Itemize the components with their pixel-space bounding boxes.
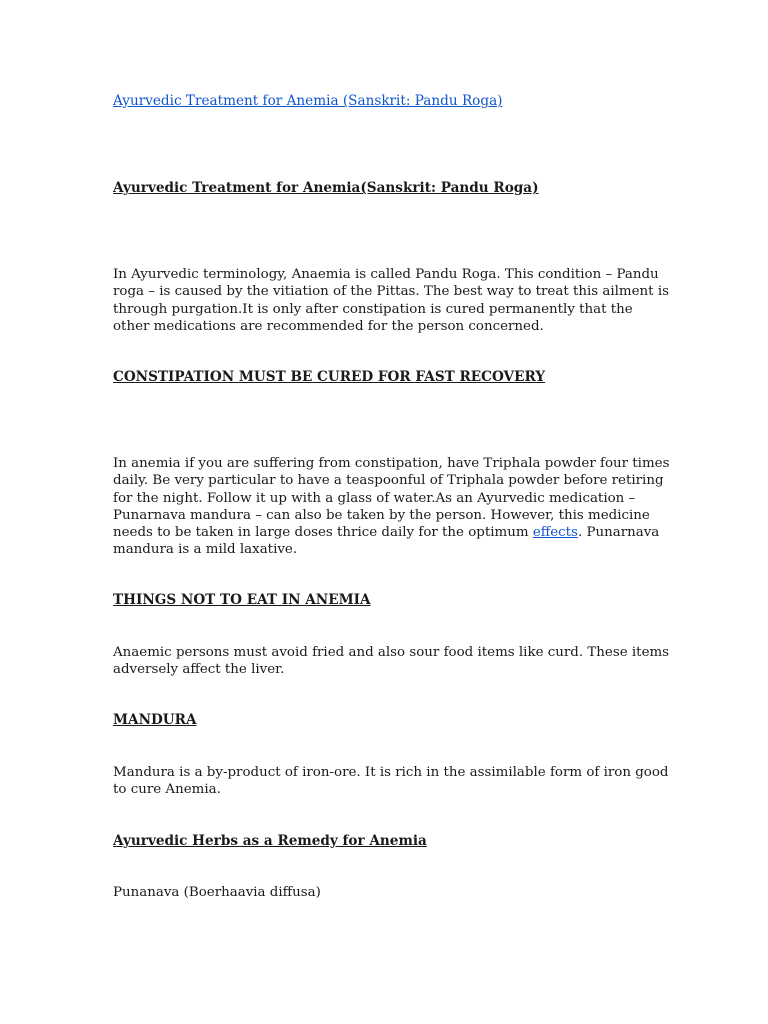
- constipation-paragraph-text: In anemia if you are suffering from constipation, have Triphala powder four times daily. Be very particular to have a teaspoonful of Triphala powder before retiring for the night. Follow it up with a glass of water.As an Ayurvedic medication – Punarnava mandura – can also be taken by the person. However, this medicine needs to be taken in large doses thrice daily for the optimum: [113, 456, 670, 541]
- effects-link[interactable]: effects: [532, 525, 578, 541]
- main-heading: Ayurvedic Treatment for Anemia(Sanskrit: Pandu Roga): [113, 180, 539, 196]
- herbs-first-item: Punanava (Boerhaavia diffusa): [113, 885, 321, 900]
- title-link[interactable]: Ayurvedic Treatment for Anemia (Sanskrit: Pandu Roga): [113, 93, 503, 109]
- constipation-paragraph-tail: . Punarnava mandura is a mild laxative.: [113, 525, 660, 558]
- intro-paragraph: In Ayurvedic terminology, Anaemia is called Pandu Roga. This condition – Pandu roga – is caused by the vitiation of the Pittas. The best way to treat this ailment is through purgation.It is only after constipation is cured permanently that the other medications are recommended for the person concerned.: [113, 267, 669, 334]
- not-to-eat-paragraph: Anaemic persons must avoid fried and also sour food items like curd. These items adversely affect the liver.: [113, 645, 670, 678]
- constipation-heading: CONSTIPATION MUST BE CURED FOR FAST RECOVERY: [113, 369, 546, 385]
- constipation-paragraph: [113, 455, 673, 559]
- not-to-eat-heading: THINGS NOT TO EAT IN ANEMIA: [113, 592, 371, 608]
- mandura-heading: MANDURA: [113, 712, 197, 728]
- herbs-heading: Ayurvedic Herbs as a Remedy for Anemia: [113, 833, 427, 849]
- mandura-paragraph: Mandura is a by-product of iron-ore. It is rich in the assimilable form of iron good to cure Anemia.: [113, 765, 669, 798]
